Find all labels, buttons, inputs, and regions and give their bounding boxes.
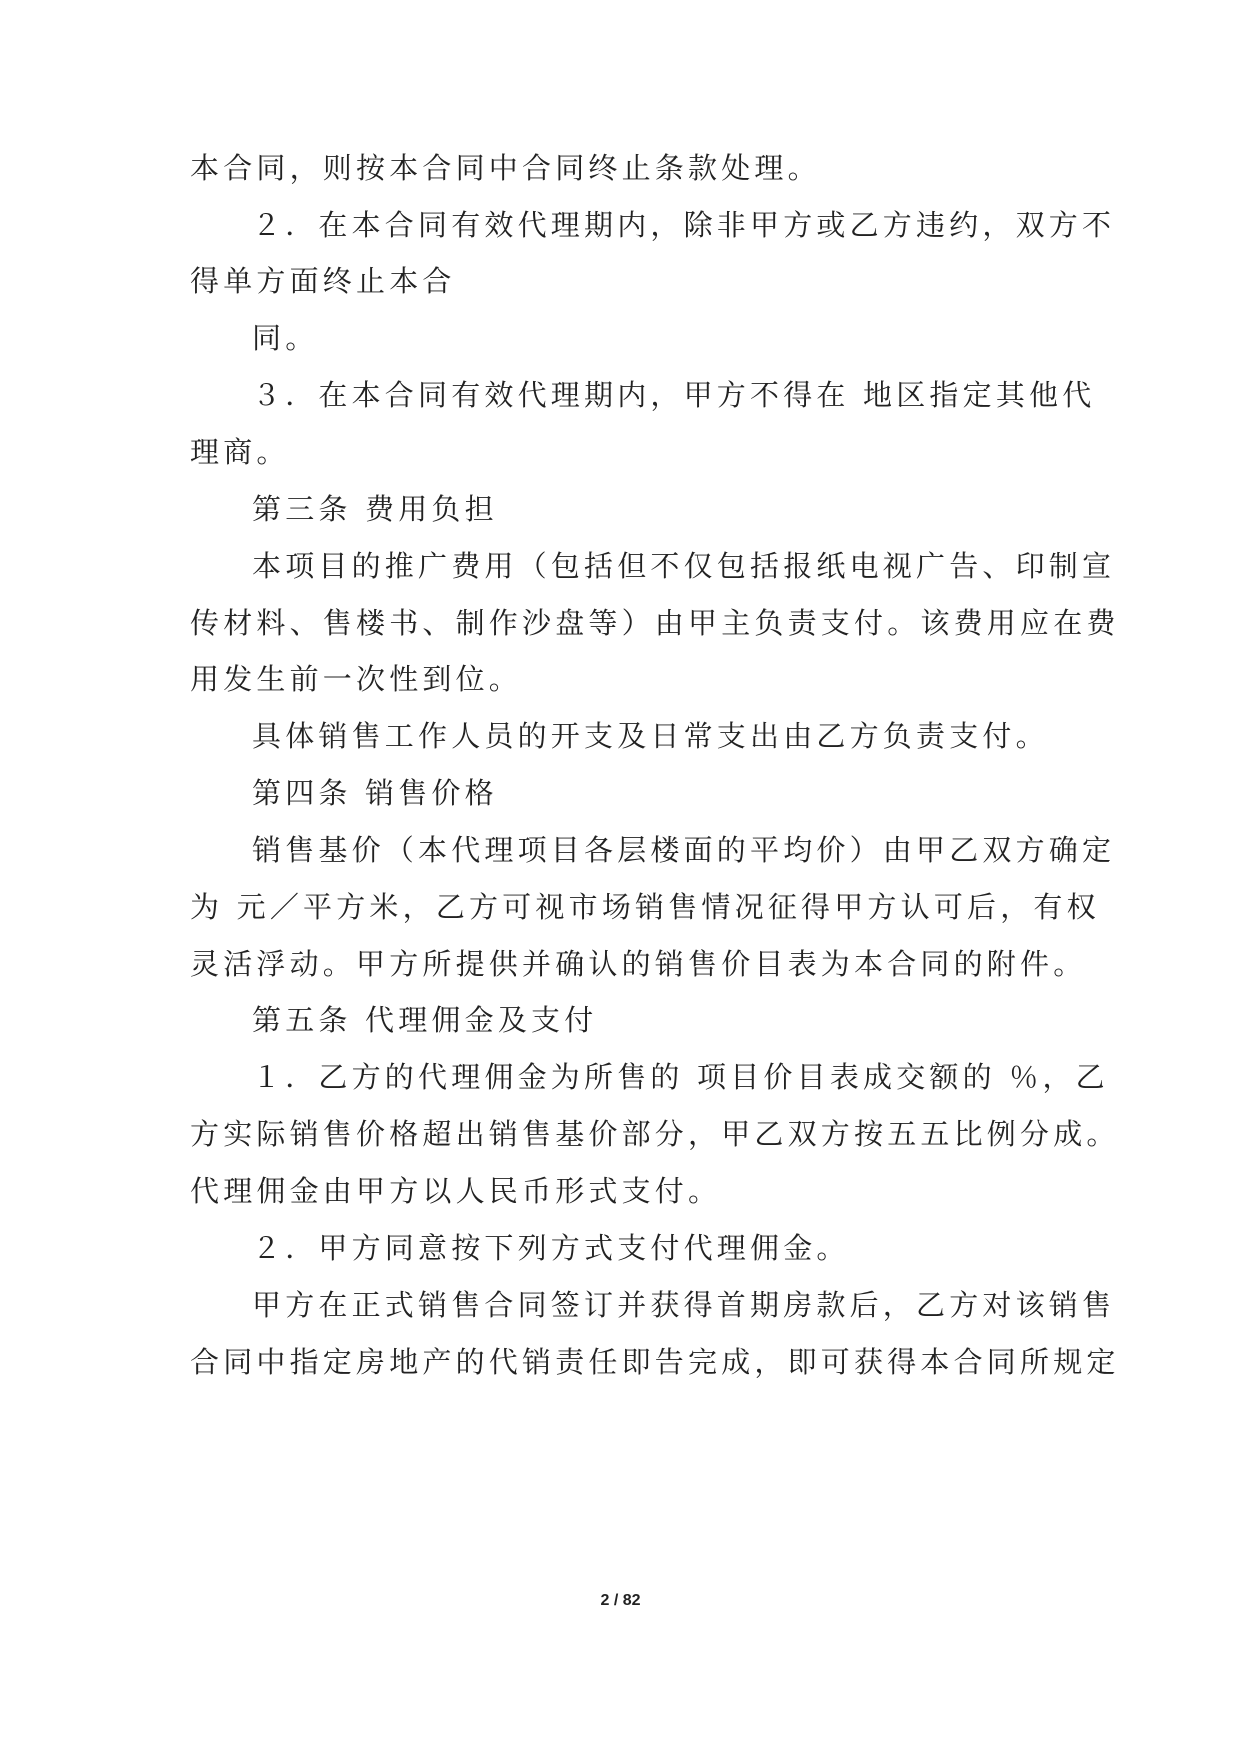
text-line: 具体销售工作人员的开支及日常支出由乙方负责支付。 [252,719,1049,753]
text-line: 本合同，则按本合同中合同终止条款处理。 [190,151,821,185]
text-line: 理商。 [190,435,290,469]
text-line: ２．在本合同有效代理期内，除非甲方或乙方违约，双方不 [252,208,1116,242]
text-line: ３．在本合同有效代理期内，甲方不得在 地区指定其他代 [252,378,1096,412]
text-line: 得单方面终止本合 [190,264,456,298]
text-line: 传材料、售楼书、制作沙盘等）由甲主负责支付。该费用应在费 [190,606,1120,640]
text-line: 本项目的推广费用（包括但不仅包括报纸电视广告、印制宣 [252,549,1116,583]
text-line: 灵活浮动。甲方所提供并确认的销售价目表为本合同的附件。 [190,947,1087,981]
text-line: 为 元／平方米，乙方可视市场销售情况征得甲方认可后，有权 [190,890,1100,924]
section-heading: 第四条 销售价格 [252,776,498,810]
text-line: 用发生前一次性到位。 [190,662,523,696]
text-line: 同。 [252,321,319,355]
text-line: １．乙方的代理佣金为所售的 项目价目表成交额的 ％，乙 [252,1060,1109,1094]
text-line: 销售基价（本代理项目各层楼面的平均价）由甲乙双方确定 [252,833,1116,867]
text-line: 代理佣金由甲方以人民币形式支付。 [190,1174,722,1208]
section-heading: 第五条 代理佣金及支付 [252,1003,598,1037]
text-line: 合同中指定房地产的代销责任即告完成，即可获得本合同所规定 [190,1345,1120,1379]
page-number: 2 / 82 [600,1592,641,1609]
text-line: 方实际销售价格超出销售基价部分，甲乙双方按五五比例分成。 [190,1117,1120,1151]
section-heading: 第三条 费用负担 [252,492,498,526]
text-line: ２．甲方同意按下列方式支付代理佣金。 [252,1231,850,1265]
text-line: 甲方在正式销售合同签订并获得首期房款后，乙方对该销售 [252,1288,1116,1322]
